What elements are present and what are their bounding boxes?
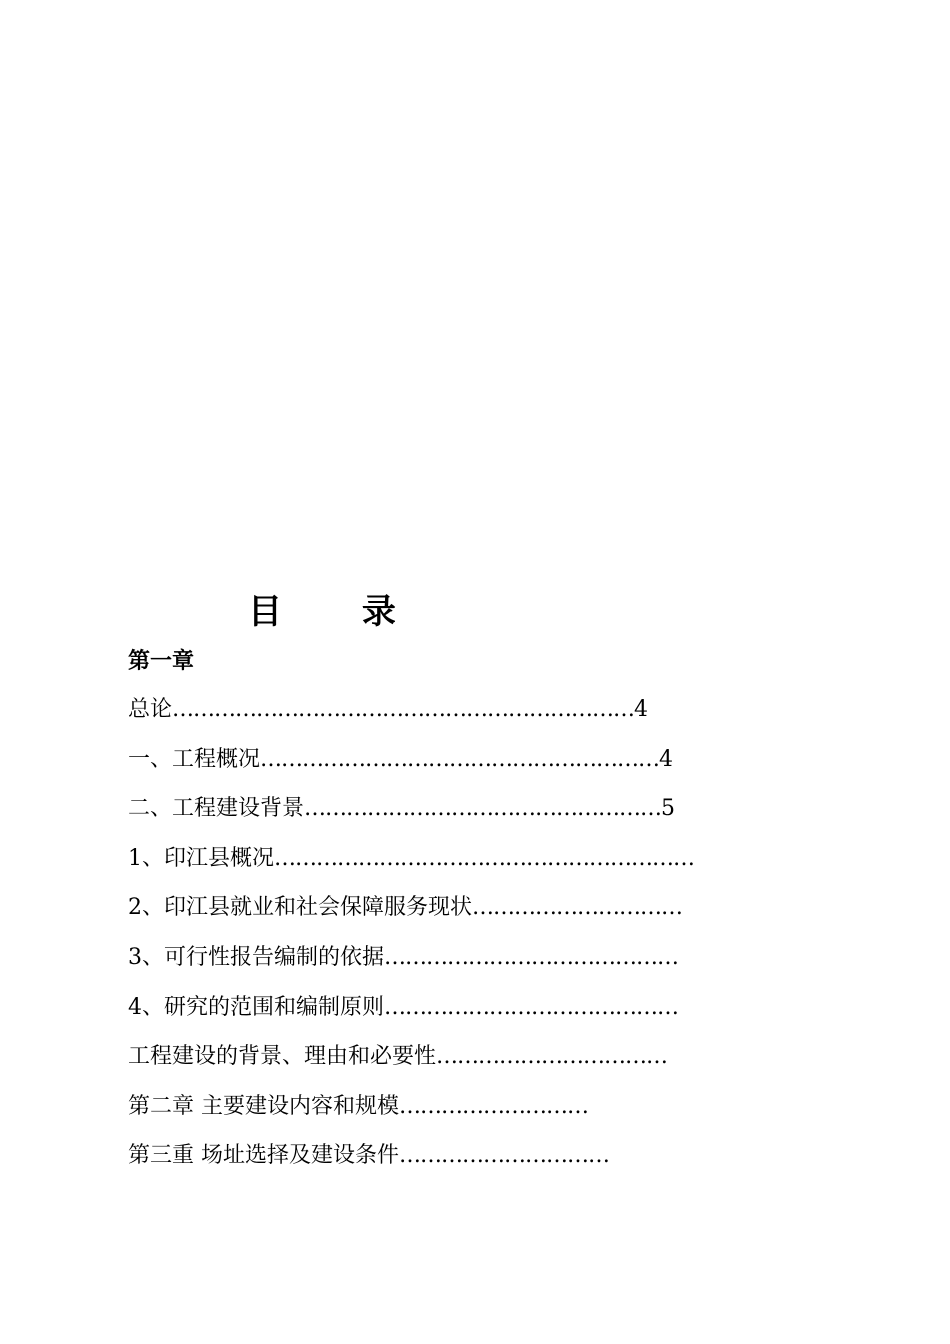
toc-leader-dots: …………………………………… xyxy=(384,994,678,1020)
toc-entry-text: 第三重 场址选择及建设条件 xyxy=(128,1143,399,1169)
toc-leader-dots: …………………………………… xyxy=(384,944,678,970)
toc-page-number: 4 xyxy=(659,746,674,772)
toc-entry-project-overview[interactable] xyxy=(128,745,778,795)
toc-entry-text: 3、可行性报告编制的依据 xyxy=(128,944,384,970)
toc-list xyxy=(128,695,778,1191)
toc-leader-dots: ………………………… xyxy=(472,895,682,921)
toc-leader-dots: ………………………… xyxy=(399,1143,609,1169)
toc-entry-report-basis[interactable] xyxy=(128,943,778,993)
toc-entry-text: 第二章 主要建设内容和规模 xyxy=(128,1093,399,1119)
toc-leader-dots: ………………………………………………………… xyxy=(172,697,635,722)
toc-entry-text: 二、工程建设背景 xyxy=(128,796,305,822)
toc-entry-text: 1、印江县概况 xyxy=(128,845,274,871)
toc-entry-county-overview[interactable] xyxy=(128,844,778,894)
toc-entry-research-scope[interactable] xyxy=(128,993,778,1043)
toc-leader-dots: …………………………………………………… xyxy=(274,845,694,871)
toc-entry-overview[interactable] xyxy=(128,695,778,745)
toc-entry-employment-status[interactable] xyxy=(128,893,778,943)
toc-entry-text: 4、研究的范围和编制原则 xyxy=(128,994,384,1020)
toc-entry-text: 2、印江县就业和社会保障服务现状 xyxy=(128,895,472,921)
toc-entry-chapter-three[interactable] xyxy=(128,1141,778,1191)
toc-leader-dots: ………………………………………………… xyxy=(260,746,660,772)
toc-page-number: 4 xyxy=(634,697,649,722)
toc-leader-dots: …………………………………………… xyxy=(304,796,662,822)
toc-entry-construction-background[interactable] xyxy=(128,794,778,844)
toc-entry-text: 一、工程概况 xyxy=(128,746,261,772)
toc-leader-dots: ……………………… xyxy=(399,1093,588,1119)
toc-entry-necessity[interactable] xyxy=(128,1042,778,1092)
toc-entry-text: 总论 xyxy=(128,697,173,722)
toc-entry-text: 工程建设的背景、理由和必要性 xyxy=(128,1044,437,1070)
chapter-heading: 第一章 xyxy=(128,648,195,674)
toc-leader-dots: …………………………… xyxy=(436,1044,668,1070)
toc-entry-chapter-two[interactable] xyxy=(128,1092,778,1142)
toc-title: 目 录 xyxy=(248,592,430,632)
toc-page-number: 5 xyxy=(661,796,676,822)
